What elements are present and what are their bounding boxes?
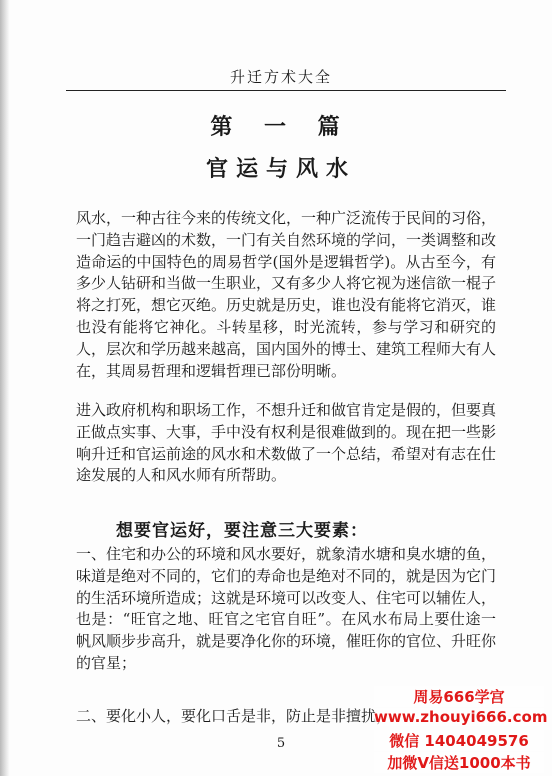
paragraph-1: 风水，一种古往今来的传统文化，一种广泛流传于民间的习俗，一门趋吉避凶的术数，一门有关自然环境的学问，一类调整和改造命运的中国特色的周易哲学(国外是逻辑哲学)。从古至今，有多少人钻研和当做一生职业，又有多少人将它视为迷信欲一棍子将之打死，想它灭绝。历史就是历史，谁也没有能将它消灭，谁也没有能将它神化。斗转星移，时光流转，参与学习和研究的人，层次和学历越来越高，国内国外的博士、建筑工程师大有人在，其周易哲理和逻辑哲理已部份明晰。: [76, 209, 497, 380]
header-rule: [66, 90, 506, 91]
watermark-line-1: 周易666学宫: [374, 686, 544, 707]
section-heading: 想要官运好，要注意三大要素：: [116, 521, 368, 541]
paragraph-4: 二、要化小人，要化口舌是非，防止是非擅扰，: [76, 707, 392, 725]
book-page: [10, 0, 552, 776]
paragraph-2: 进入政府机构和职场工作，不想升迁和做官肯定是假的，但要真正做点实事、大事，手中没有权利是很难做到的。现在把一些影响升迁和官运前途的风水和术数做了一个总结，希望对有志在仕途发展的人和风水师有所帮助。: [76, 401, 497, 485]
watermark-line-2: www.zhouyi666.com: [374, 708, 548, 726]
paragraph-3: 一、住宅和办公的环境和风水要好，就象清水塘和臭水塘的鱼，味道是绝对不同的，它们的寿命也是绝对不同的，就是因为它门的生活环境所造成；这就是环境可以改变人、住宅可以辅佐人，也是：“旺官之地、旺官之宅官自旺”。在风水布局上要仕途一帆风顺步步高升，就是要净化你的环境，催旺你的官位、升旺你的官星；: [76, 545, 497, 672]
page-number: 5: [276, 736, 286, 751]
watermark-line-3: 微信 1404049576: [374, 730, 544, 751]
scan-shadow-edge: [0, 0, 10, 776]
watermark-line-4: 加微V信送1000本书: [374, 752, 544, 773]
chapter-title: 官运与风水: [205, 156, 356, 182]
part-title: 第 一 篇: [210, 114, 352, 140]
running-head: 升迁方术大全: [229, 68, 332, 86]
